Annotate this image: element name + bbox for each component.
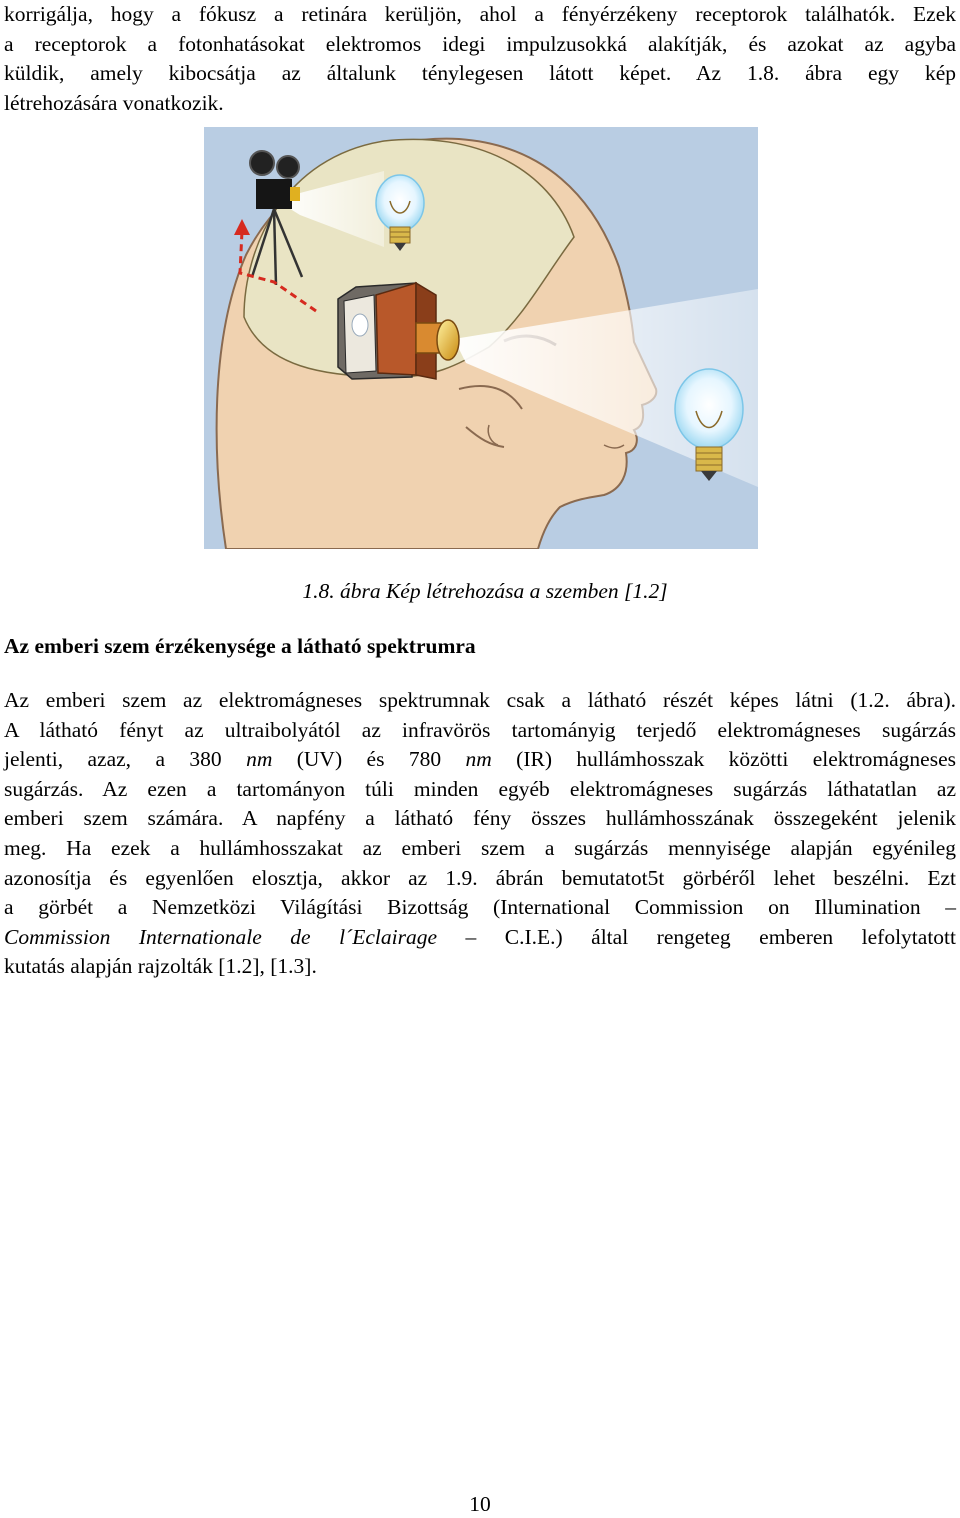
text-line: meg. Ha ezek a hullámhosszakat az emberi szem a sugárzás mennyisége alapján egyénileg	[4, 835, 956, 860]
text-line: sugárzás. Az ezen a tartományon túli minden egyéb elektromágneses sugárzás láthatatlan az	[4, 776, 956, 801]
text-line: létrehozására vonatkozik.	[4, 90, 224, 115]
text-line: jelenti, azaz, a 380 nm (UV) és 780 nm (IR) hullámhosszak közötti elektromágneses	[4, 747, 956, 772]
text-line: a görbét a Nemzetközi Világítási Bizottság (International Commission on Illumination –	[4, 895, 956, 920]
text-line: kutatás alapján rajzolták [1.2], [1.3].	[4, 954, 317, 979]
text-line: azonosítja és egyenlően elosztja, akkor az 1.9. ábrán bemutatot5t görbéről lehet beszélni. Ezt	[4, 865, 956, 890]
text-line: Az emberi szem az elektromágneses spektrumnak csak a látható részét képes látni (1.2. ábra).	[4, 688, 956, 712]
page-number: 10	[469, 1492, 491, 1516]
section-heading: Az emberi szem érzékenysége a látható spektrumra	[4, 634, 476, 658]
text-line: a receptorok a fotonhatásokat elektromos idegi impulzusokká alakítják, és azokat az agyba	[4, 31, 956, 56]
italic-term: Commission Internationale de l´Eclairage	[4, 924, 438, 949]
eye-image-formation-illustration	[204, 127, 758, 549]
text-line: küldik, amely kibocsátja az általunk ténylegesen látott képet. Az 1.8. ábra egy kép	[4, 61, 956, 86]
body-paragraph	[4, 686, 956, 982]
text-line: Commission Internationale de l´Eclairage – C.I.E.) által rengeteg emberen lefolytatott	[4, 924, 956, 949]
text-line: korrigálja, hogy a fókusz a retinára kerüljön, ahol a fényérzékeny receptorok találhatók. Ezek	[4, 2, 956, 26]
intro-paragraph	[4, 0, 956, 118]
figure-caption: 1.8. ábra Kép létrehozása a szemben [1.2]	[302, 579, 668, 603]
text-line: A látható fényt az ultraibolyától az infravörös tartományig terjedő elektromágneses sugárzás	[4, 717, 956, 742]
text-line: emberi szem számára. A napfény a látható fény összes hullámhosszának összegeként jelenik	[4, 806, 956, 831]
